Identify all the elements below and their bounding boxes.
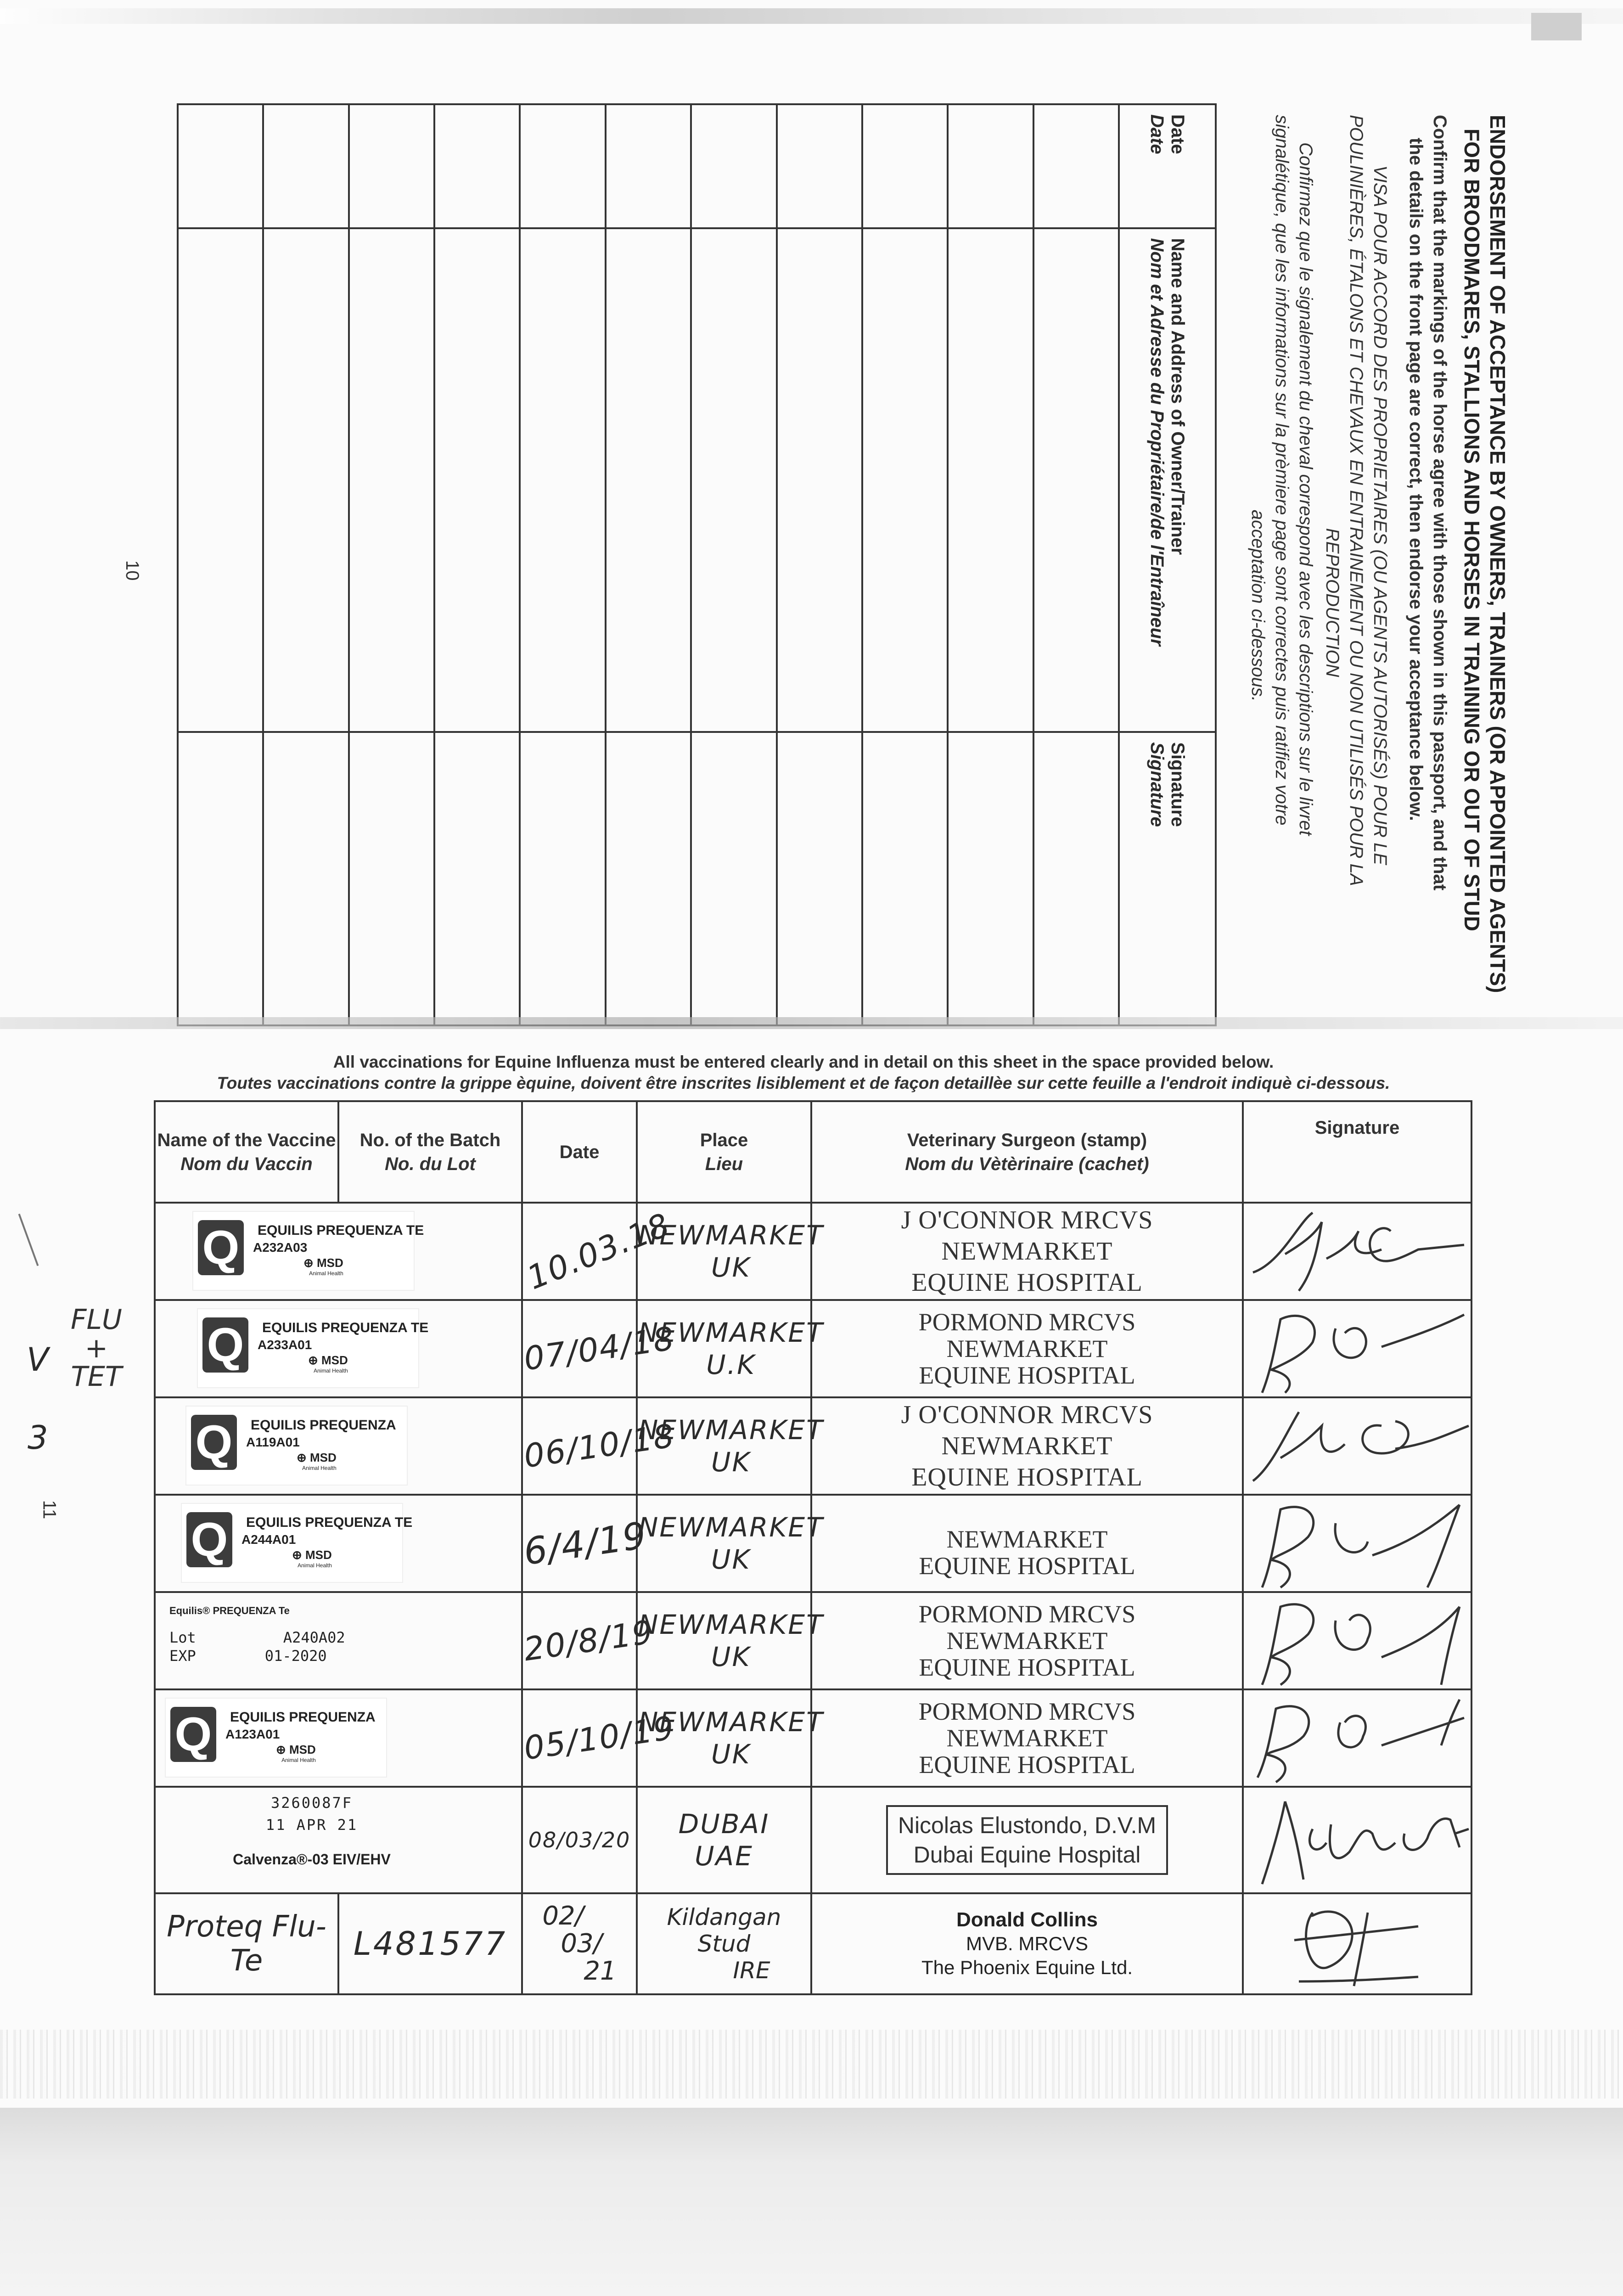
margin-flu-tet-note: FLU + TET: [71, 1304, 122, 1393]
sticker-batch: A233A01: [258, 1338, 312, 1352]
label-expiry: 11 APR 21: [265, 1816, 358, 1834]
scan-shadow-top: [0, 8, 1623, 24]
signature-cell[interactable]: [862, 732, 948, 1025]
vaccine-sticker: [181, 1503, 413, 1583]
vaccine-sticker: [185, 1406, 408, 1486]
instruction-fr: Toutes vaccinations contre la grippe èquine, doivent être inscrites lisiblement et de façon detaillèe sur cette feuille a l'endroit indiquè ci-dessous.: [217, 1074, 1390, 1092]
confirm-fr-line-1: Confirmez que le signalement du cheval correspond avec les descriptions sur le livret: [1296, 142, 1316, 836]
heading-line-1: ENDORSEMENT OF ACCEPTANCE BY OWNERS, TRAINERS (OR APPOINTED AGENTS): [1486, 115, 1510, 993]
label-batch: 3260087F: [270, 1794, 353, 1812]
sticker-vaccine-name: EQUILIS PREQUENZA TE: [262, 1320, 429, 1335]
vaccine-label: [156, 1602, 422, 1680]
q-logo-icon: Q: [191, 1415, 237, 1470]
signature-cell[interactable]: [263, 732, 348, 1025]
endorsement-row: [606, 104, 691, 1025]
page-number-11: 11: [39, 1500, 60, 1519]
handwritten-signature: [1244, 1204, 1472, 1298]
vaccination-header-row: [155, 1101, 1471, 1203]
place-cell[interactable]: NEWMARKET UK: [637, 1203, 811, 1300]
page-number-10: 10: [122, 560, 142, 581]
signature-cell[interactable]: [777, 732, 862, 1025]
endorsement-row: [948, 104, 1033, 1025]
col-date: Date: [522, 1101, 637, 1203]
date-cell[interactable]: 07/04/18: [522, 1300, 637, 1397]
col-vaccine-name: Name of the Vaccine Nom du Vaccin: [155, 1101, 338, 1203]
endorsement-row: [178, 104, 263, 1025]
signature-cell[interactable]: [948, 732, 1033, 1025]
date-cell[interactable]: [862, 104, 948, 228]
date-cell[interactable]: [777, 104, 862, 228]
signature-cell[interactable]: [691, 732, 776, 1025]
place-cell[interactable]: Kildangan Stud IRE: [637, 1893, 811, 1994]
signature-cell[interactable]: [1033, 732, 1119, 1025]
endorsement-row: [777, 104, 862, 1025]
vaccine-sticker: [197, 1308, 429, 1388]
confirm-text-fr: [1246, 115, 1318, 1029]
confirm-line-1: Confirm that the markings of the horse agree with those shown in this passport, and that: [1430, 115, 1450, 891]
date-cell[interactable]: 08/03/20: [522, 1787, 637, 1893]
visa-text: [1320, 115, 1392, 1015]
vet-stamp-cell[interactable]: J O'CONNOR MRCVS NEWMARKET EQUINE HOSPITAL: [811, 1203, 1243, 1300]
scan-bottom-shadow: [0, 2108, 1623, 2296]
q-logo-icon: Q: [202, 1317, 248, 1373]
sticker-batch: A244A01: [241, 1532, 296, 1547]
vet-stamp-cell[interactable]: J O'CONNOR MRCVS NEWMARKET EQUINE HOSPITAL: [811, 1397, 1243, 1495]
col-veterinary-surgeon: Veterinary Surgeon (stamp) Nom du Vètèrinaire (cachet): [811, 1101, 1243, 1203]
endorsement-heading: [1459, 115, 1511, 1010]
sticker-vaccine-name: EQUILIS PREQUENZA: [251, 1418, 396, 1433]
vaccination-row: [155, 1787, 1471, 1893]
date-cell[interactable]: [349, 104, 434, 228]
instruction-en: All vaccinations for Equine Influenza must be entered clearly and in detail on this sheet in the space provided below.: [333, 1052, 1274, 1071]
label-lot: Lot A240A02: [169, 1629, 345, 1646]
owner-cell[interactable]: [777, 228, 862, 732]
q-logo-icon: Q: [198, 1220, 244, 1275]
margin-handwritten-v: V: [27, 1341, 49, 1379]
endorsement-row: [862, 104, 948, 1025]
handwritten-signature: [1244, 1593, 1472, 1688]
vet-stamp-cell[interactable]: [811, 1787, 1243, 1893]
signature-cell[interactable]: [178, 732, 263, 1025]
vaccination-row: [155, 1397, 1471, 1495]
vaccination-row: [155, 1300, 1471, 1397]
owner-cell[interactable]: [434, 228, 520, 732]
handwritten-signature: [1244, 1788, 1472, 1891]
owner-cell[interactable]: [948, 228, 1033, 732]
vaccination-instructions: [138, 1052, 1469, 1094]
date-cell[interactable]: 06/10/18: [522, 1397, 637, 1495]
owner-cell[interactable]: [178, 228, 263, 732]
visa-line-2: POULINIÈRES, ÉTALONS ET CHEVAUX EN ENTRAINEMENT OU NON UTILISÉS POUR LA: [1346, 115, 1366, 886]
q-logo-icon: Q: [186, 1512, 232, 1567]
signature-cell[interactable]: [1243, 1495, 1471, 1592]
vaccination-row: [155, 1203, 1471, 1300]
date-cell[interactable]: [691, 104, 776, 228]
col-signature: Signature Signature: [1119, 732, 1216, 1025]
endorsement-row: [434, 104, 520, 1025]
date-cell[interactable]: [520, 104, 605, 228]
confirm-text: [1404, 115, 1452, 1015]
msd-logo: ⊕ MSD Animal Health: [297, 1451, 337, 1471]
margin-handwritten-3: 3: [28, 1419, 48, 1457]
endorsement-row: [263, 104, 348, 1025]
owner-cell[interactable]: [606, 228, 691, 732]
col-signature: Signature: [1243, 1101, 1471, 1203]
col-place: Place Lieu: [637, 1101, 811, 1203]
vaccine-label-cell[interactable]: [155, 1592, 522, 1689]
owner-cell[interactable]: [1033, 228, 1119, 732]
vaccine-sticker-cell[interactable]: [71, 1300, 522, 1397]
scan-noise-strip: [0, 2030, 1623, 2099]
vaccine-sticker-cell[interactable]: [155, 1495, 522, 1592]
place-cell[interactable]: NEWMARKET U.K: [637, 1300, 811, 1397]
col-owner-name-address: Name and Address of Owner/Trainer Nom et Adresse du Propriétaire/de l'Entraîneur: [1119, 228, 1216, 732]
place-cell[interactable]: NEWMARKET UK: [637, 1689, 811, 1787]
vet-stamp-cell[interactable]: PORMOND MRCVS NEWMARKET EQUINE HOSPITAL: [811, 1592, 1243, 1689]
date-cell[interactable]: 02/ 03/ 21: [522, 1893, 637, 1994]
date-cell[interactable]: [1033, 104, 1119, 228]
signature-cell[interactable]: [606, 732, 691, 1025]
label-vaccine-name: Equilis® PREQUENZA Te: [169, 1605, 290, 1616]
msd-logo: ⊕ MSD Animal Health: [308, 1353, 348, 1374]
signature-cell[interactable]: [1243, 1893, 1471, 1994]
label-vaccine-name: Calvenza®-03 EIV/EHV: [233, 1851, 391, 1868]
vaccine-sticker: [165, 1698, 387, 1778]
confirm-fr-line-3: acceptation ci-dessous.: [1248, 510, 1268, 702]
endorsement-row: [691, 104, 776, 1025]
place-cell[interactable]: DUBAI UAE: [637, 1787, 811, 1893]
owner-cell[interactable]: [263, 228, 348, 732]
handwritten-signature: [1244, 1398, 1472, 1493]
col-date: Date Date: [1119, 104, 1216, 228]
msd-logo: ⊕ MSD Animal Health: [276, 1743, 316, 1763]
signature-cell[interactable]: [520, 732, 605, 1025]
endorsement-page: [64, 96, 1515, 1029]
owner-cell[interactable]: [862, 228, 948, 732]
signature-cell[interactable]: [349, 732, 434, 1025]
owner-endorsement-table: [177, 103, 1217, 1026]
visa-line-1: VISA POUR ACCORD DES PROPRIETAIRES (OU AGENTS AUTORISÉS) POUR LE: [1370, 165, 1390, 865]
label-exp: EXP 01-2020: [169, 1647, 327, 1665]
vaccination-row: [155, 1592, 1471, 1689]
signature-cell[interactable]: [1243, 1203, 1471, 1300]
col-batch-number: No. of the Batch No. du Lot: [338, 1101, 522, 1203]
vaccination-row: [155, 1893, 1471, 1994]
signature-cell[interactable]: [1243, 1300, 1471, 1397]
owner-cell[interactable]: [520, 228, 605, 732]
date-cell[interactable]: [263, 104, 348, 228]
date-cell[interactable]: 6/4/19: [522, 1495, 637, 1592]
signature-cell[interactable]: [1243, 1592, 1471, 1689]
q-logo-icon: Q: [170, 1707, 216, 1762]
batch-cell[interactable]: L481577: [338, 1893, 522, 1994]
sticker-vaccine-name: EQUILIS PREQUENZA TE: [246, 1515, 413, 1530]
sticker-batch: A119A01: [246, 1435, 300, 1449]
page-fold-line: [0, 1017, 1623, 1029]
signature-cell[interactable]: [434, 732, 520, 1025]
signature-cell[interactable]: [1243, 1689, 1471, 1787]
date-cell[interactable]: [434, 104, 520, 228]
vaccine-label-cell[interactable]: [155, 1787, 522, 1893]
endorsement-row: [1033, 104, 1119, 1025]
endorsement-row: [520, 104, 605, 1025]
vet-stamp-cell[interactable]: PORMOND MRCVS NEWMARKET EQUINE HOSPITAL: [811, 1300, 1243, 1397]
vaccine-sticker-cell[interactable]: [155, 1203, 522, 1300]
place-cell[interactable]: NEWMARKET UK: [637, 1495, 811, 1592]
date-cell[interactable]: [178, 104, 263, 228]
vaccination-table: [71, 1100, 1472, 1995]
handwritten-signature: [1244, 1894, 1472, 1992]
sticker-vaccine-name: EQUILIS PREQUENZA TE: [258, 1223, 424, 1238]
vet-stamp: Nicolas Elustondo, D.V.M Dubai Equine Hospital: [886, 1805, 1168, 1875]
owner-cell[interactable]: [349, 228, 434, 732]
date-cell[interactable]: [948, 104, 1033, 228]
vaccine-sticker: [192, 1211, 424, 1291]
date-cell[interactable]: 20/8/19: [522, 1592, 637, 1689]
handwritten-signature: [1244, 1690, 1472, 1785]
visa-line-3: REPRODUCTION: [1322, 528, 1342, 677]
heading-line-2: FOR BROODMARES, STALLIONS AND HORSES IN TRAINING OR OUT OF STUD: [1460, 129, 1484, 931]
vet-stamp-cell[interactable]: Donald Collins MVB. MRCVS The Phoenix Equine Ltd.: [811, 1893, 1243, 1994]
vaccine-label: [197, 1791, 427, 1883]
vaccination-row: [155, 1689, 1471, 1787]
vaccination-row: [155, 1495, 1471, 1592]
msd-logo: ⊕ MSD Animal Health: [292, 1548, 332, 1569]
signature-cell[interactable]: [1243, 1787, 1471, 1893]
handwritten-signature: [1244, 1301, 1472, 1396]
confirm-fr-line-2: signalétique, que les informations sur la prèmiere page sont correctes puis ratifiez votre: [1272, 115, 1292, 826]
date-cell[interactable]: 05/10/19: [522, 1689, 637, 1787]
sticker-batch: A232A03: [253, 1240, 308, 1255]
sticker-vaccine-name: EQUILIS PREQUENZA: [230, 1710, 376, 1725]
vaccine-sticker-cell[interactable]: [155, 1689, 522, 1787]
place-cell[interactable]: NEWMARKET UK: [637, 1592, 811, 1689]
vaccine-sticker-cell[interactable]: [155, 1397, 522, 1495]
confirm-line-2: the details on the front page are correct, then endorse your acceptance below.: [1406, 138, 1426, 821]
date-cell[interactable]: 10.03.18: [522, 1203, 637, 1300]
msd-logo: ⊕ MSD Animal Health: [303, 1256, 343, 1277]
signature-cell[interactable]: [1243, 1397, 1471, 1495]
scan-corner-mark: [1531, 13, 1582, 40]
date-cell[interactable]: [606, 104, 691, 228]
sticker-batch: A123A01: [225, 1727, 280, 1741]
vet-stamp-cell[interactable]: PORMOND MRCVS NEWMARKET EQUINE HOSPITAL: [811, 1689, 1243, 1787]
handwritten-signature: [1244, 1496, 1472, 1590]
endorsement-row: [349, 104, 434, 1025]
margin-pen-mark: [18, 1214, 39, 1266]
vet-stamp-cell[interactable]: NEWMARKET EQUINE HOSPITAL: [811, 1495, 1243, 1592]
vaccine-name-cell[interactable]: Proteq Flu-Te: [155, 1893, 338, 1994]
owner-cell[interactable]: [691, 228, 776, 732]
place-cell[interactable]: NEWMARKET UK: [637, 1397, 811, 1495]
